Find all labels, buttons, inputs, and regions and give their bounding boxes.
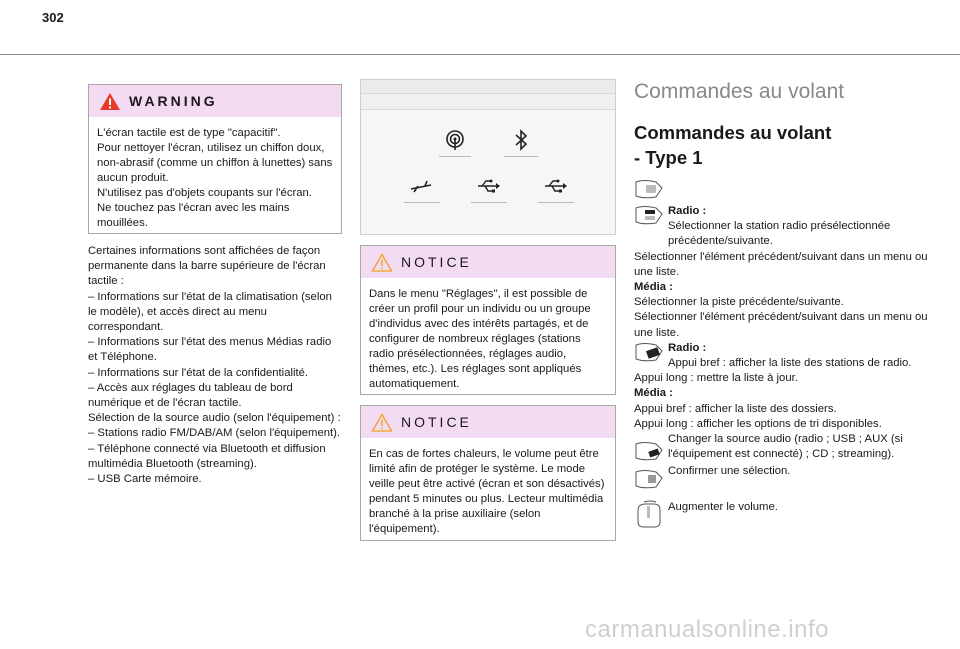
notice-body <box>361 438 615 545</box>
list-item: – Téléphone connecté via Bluetooth et diffusion multimédia Bluetooth (streaming). <box>88 442 326 470</box>
icon-underline <box>404 202 440 203</box>
list-item: – Informations sur l'état des menus Médias radio et Téléphone. <box>88 336 332 364</box>
description: Appui long : afficher les options de tri disponibles. <box>634 417 882 430</box>
warning-line: Ne touchez pas l'écran avec les mains mouillées. <box>97 202 290 229</box>
warning-body <box>89 117 341 239</box>
description: Sélectionner la station radio présélectionnée précédente/suivante. <box>668 220 891 248</box>
usb-icon <box>537 172 573 200</box>
source-screen-illustration <box>360 79 616 235</box>
screen-top-band <box>361 80 615 94</box>
bluetooth-icon <box>503 126 539 154</box>
source-button-icon <box>634 440 666 462</box>
warning-triangle-icon <box>99 92 121 111</box>
description: Appui bref : afficher la liste des dossiers. <box>634 402 837 415</box>
list-item: – Stations radio FM/DAB/AM (selon l'équipement). <box>88 427 341 440</box>
middle-column <box>360 79 616 541</box>
notice-triangle-icon <box>371 253 393 272</box>
header-rule <box>0 54 960 55</box>
right-column <box>634 80 934 528</box>
seek-button-icon <box>634 204 666 226</box>
description: Sélectionner l'élément précédent/suivant dans un menu ou une liste. <box>634 311 928 339</box>
warning-line: N'utilisez pas d'objets coupants sur l'écran. <box>97 187 312 199</box>
list-button-icon <box>634 341 666 363</box>
icon-underline <box>471 202 507 203</box>
description: Sélectionner l'élément précédent/suivant dans un menu ou une liste. <box>634 250 928 278</box>
radio-label: Radio : <box>668 205 707 217</box>
control-entry <box>634 432 934 462</box>
confirm-button-icon <box>634 468 666 490</box>
notice-title: NOTICE <box>401 254 472 270</box>
icon-underline <box>439 156 471 157</box>
description: Appui long : mettre la liste à jour. <box>634 372 798 385</box>
list-item: – USB Carte mémoire. <box>88 473 202 486</box>
media-label: Média : <box>634 387 673 400</box>
warning-title: WARNING <box>129 93 218 109</box>
paragraph: Certaines informations sont affichées de façon permanente dans la barre supérieure de l'écran tactile : <box>88 245 326 288</box>
notice-triangle-icon <box>371 413 393 432</box>
page-number: 302 <box>42 10 64 25</box>
control-entry <box>634 464 934 490</box>
list-item: – Informations sur l'état de la climatisation (selon le modèle), et accès direct au menu correspondant. <box>88 290 332 334</box>
icon-underline <box>538 202 574 203</box>
aux-icon <box>403 172 439 200</box>
radio-icon <box>437 126 473 154</box>
steering-controls-overview-icon <box>634 178 934 204</box>
subtitle-line: - Type 1 <box>634 147 703 168</box>
warning-box <box>88 84 342 234</box>
section-title: Commandes au volant <box>634 80 845 103</box>
icon-underline <box>504 156 538 157</box>
warning-line: L'écran tactile est de type "capacitif". <box>97 127 281 139</box>
controls-list <box>634 204 934 528</box>
usb-icon <box>470 172 506 200</box>
control-entry <box>634 500 934 528</box>
notice-title: NOTICE <box>401 414 472 430</box>
description: Confirmer une sélection. <box>668 465 791 478</box>
section-subtitle <box>634 120 934 170</box>
notice-box-heat <box>360 405 616 541</box>
notice-header <box>361 246 615 278</box>
radio-label: Radio : <box>668 341 707 354</box>
list-item: – Informations sur l'état de la confidentialité. <box>88 366 309 379</box>
notice-text: Dans le menu "Réglages", il est possible de créer un profil pour un individu ou un groupe d'individus avec des intérêts partagés, et de configurer de nombreux réglages (stations radio présélectionnées, réglages audio, thèmes, etc.). Les réglages sont appliqués automatiquement. <box>369 288 591 390</box>
paragraph: Sélection de la source audio (selon l'équipement) : <box>88 412 341 425</box>
description: Augmenter le volume. <box>668 501 778 514</box>
screen-second-band <box>361 94 615 110</box>
subtitle-line: Commandes au volant <box>634 122 832 143</box>
volume-wheel-icon <box>634 500 666 528</box>
notice-box-profiles <box>360 245 616 395</box>
notice-text: En cas de fortes chaleurs, le volume peut être limité afin de protéger le système. Le mode veille peut être activé (écran et son désactivés) pendant 5 minutes ou plus. Lecteur multimédia branché à la prise auxiliaire (selon l'équipement). <box>369 448 605 535</box>
left-column <box>88 84 342 487</box>
notice-header <box>361 406 615 438</box>
control-entry <box>634 341 934 371</box>
watermark: carmanualsonline.info <box>585 616 829 643</box>
notice-body <box>361 278 615 400</box>
description: Appui bref : afficher la liste des stations de radio. <box>668 357 912 370</box>
control-entry <box>634 204 934 250</box>
list-item: – Accès aux réglages du tableau de bord numérique et de l'écran tactile. <box>88 381 293 410</box>
info-bar-text <box>88 244 342 487</box>
warning-line: Pour nettoyer l'écran, utilisez un chiffon doux, non-abrasif (comme un chiffon à lunettes) sans aucun produit. <box>97 142 333 184</box>
description: Changer la source audio (radio ; USB ; AUX (si l'équipement est connecté) ; CD ; streaming). <box>668 433 903 461</box>
description: Sélectionner la piste précédente/suivante. <box>634 296 844 309</box>
warning-header <box>89 85 341 117</box>
media-label: Média : <box>634 281 673 294</box>
